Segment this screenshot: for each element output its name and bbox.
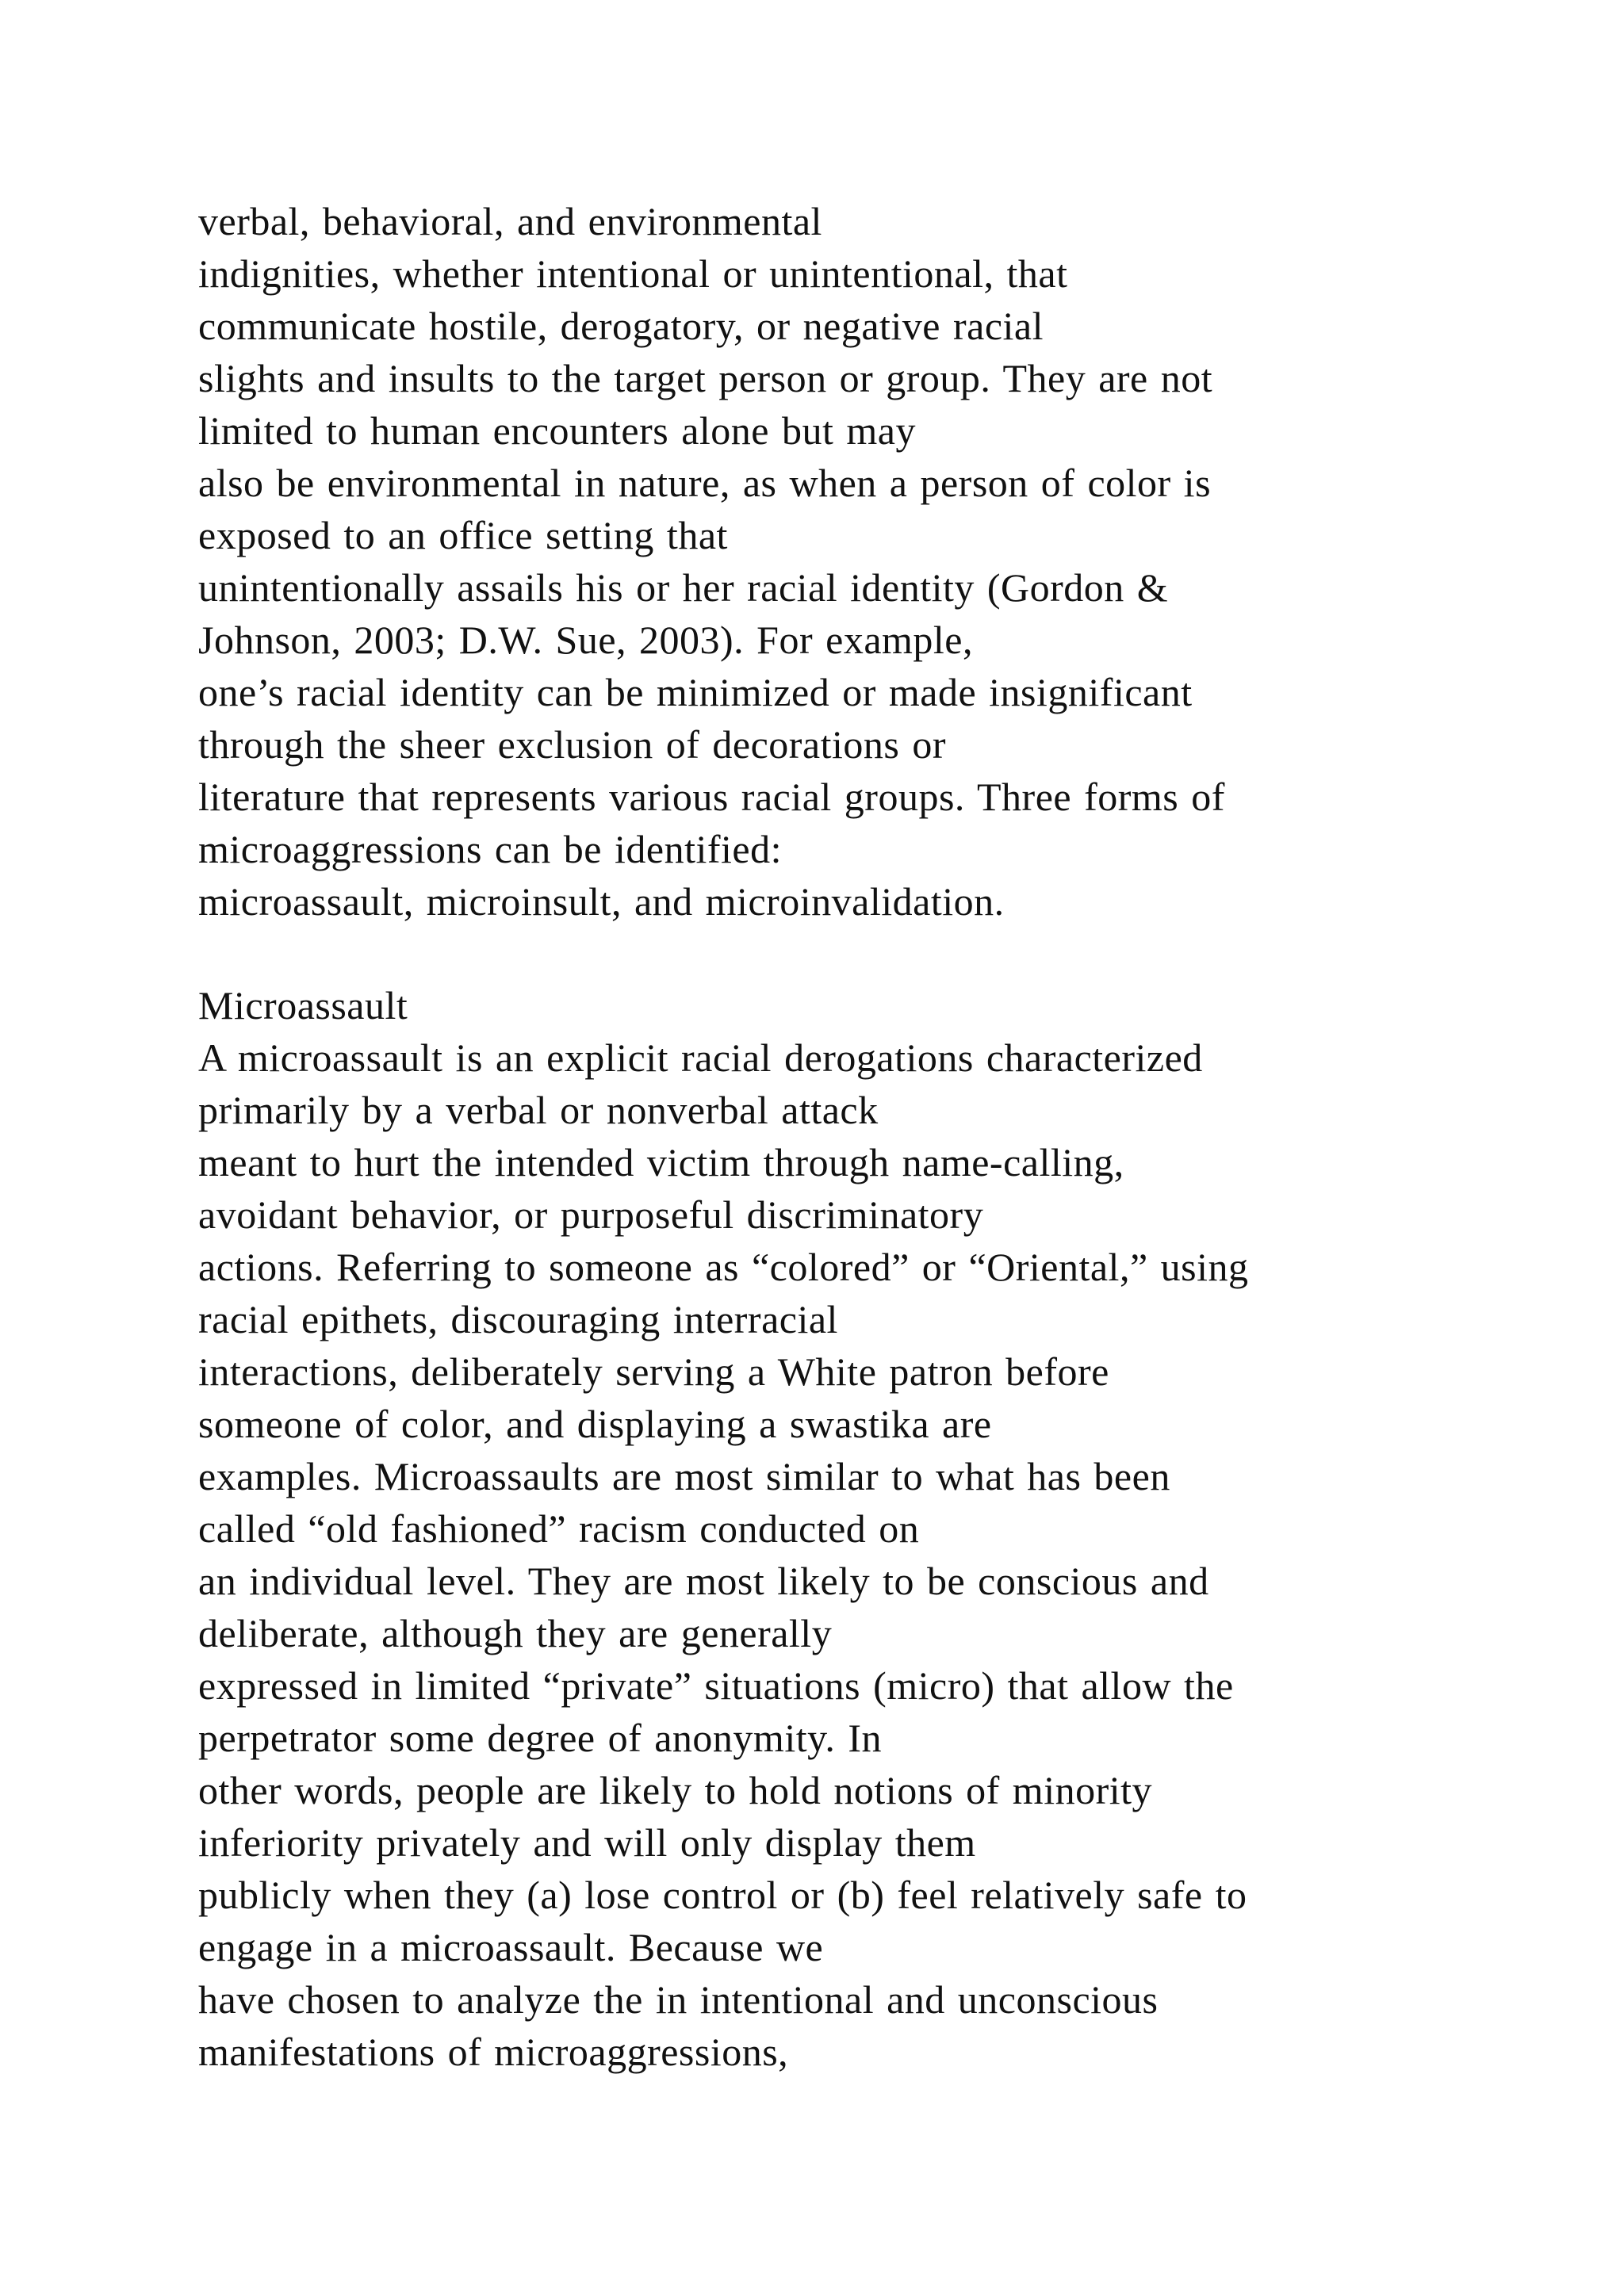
text-line: meant to hurt the intended victim through name-calling, [198, 1140, 1124, 1184]
text-line: literature that represents various racial groups. Three forms of [198, 775, 1225, 819]
text-line: communicate hostile, derogatory, or negative racial [198, 304, 1044, 348]
text-line: exposed to an office setting that [198, 513, 728, 557]
section-heading: Microassault [198, 983, 408, 1027]
text-line: expressed in limited “private” situations (micro) that allow the [198, 1663, 1234, 1708]
text-line: engage in a microassault. Because we [198, 1925, 824, 1969]
text-line: inferiority privately and will only display them [198, 1820, 976, 1865]
text-line: primarily by a verbal or nonverbal attack [198, 1088, 879, 1132]
paragraph-2 [198, 979, 1546, 2078]
text-line: examples. Microassaults are most similar to what has been [198, 1454, 1170, 1498]
text-line: one’s racial identity can be minimized or made insignificant [198, 670, 1193, 714]
paragraph-1 [198, 195, 1546, 928]
text-line: have chosen to analyze the in intentional and unconscious [198, 1977, 1159, 2022]
text-line: microaggressions can be identified: [198, 827, 782, 871]
text-line: deliberate, although they are generally [198, 1611, 833, 1655]
text-line: verbal, behavioral, and environmental [198, 199, 822, 243]
text-line: limited to human encounters alone but may [198, 408, 916, 453]
text-line: indignities, whether intentional or unintentional, that [198, 251, 1068, 296]
text-line: also be environmental in nature, as when a person of color is [198, 461, 1212, 505]
text-line: A microassault is an explicit racial derogations characterized [198, 1035, 1203, 1080]
text-line: Johnson, 2003; D.W. Sue, 2003). For example, [198, 618, 973, 662]
text-line: racial epithets, discouraging interracial [198, 1297, 838, 1341]
text-line: slights and insults to the target person or group. They are not [198, 356, 1213, 400]
text-line: through the sheer exclusion of decorations or [198, 722, 947, 767]
text-line: manifestations of microaggressions, [198, 2030, 789, 2074]
text-line: microassault, microinsult, and microinvalidation. [198, 879, 1005, 924]
text-line: other words, people are likely to hold notions of minority [198, 1768, 1153, 1812]
text-line: publicly when they (a) lose control or (b) feel relatively safe to [198, 1873, 1247, 1917]
text-line: someone of color, and displaying a swastika are [198, 1402, 992, 1446]
text-line: perpetrator some degree of anonymity. In [198, 1716, 883, 1760]
text-line: unintentionally assails his or her racial identity (Gordon & [198, 565, 1169, 610]
text-line: an individual level. They are most likely to be conscious and [198, 1559, 1209, 1603]
text-line: avoidant behavior, or purposeful discriminatory [198, 1192, 984, 1237]
text-line: actions. Referring to someone as “colored” or “Oriental,” using [198, 1245, 1249, 1289]
text-line: called “old fashioned” racism conducted on [198, 1506, 920, 1551]
text-line: interactions, deliberately serving a White patron before [198, 1349, 1109, 1394]
